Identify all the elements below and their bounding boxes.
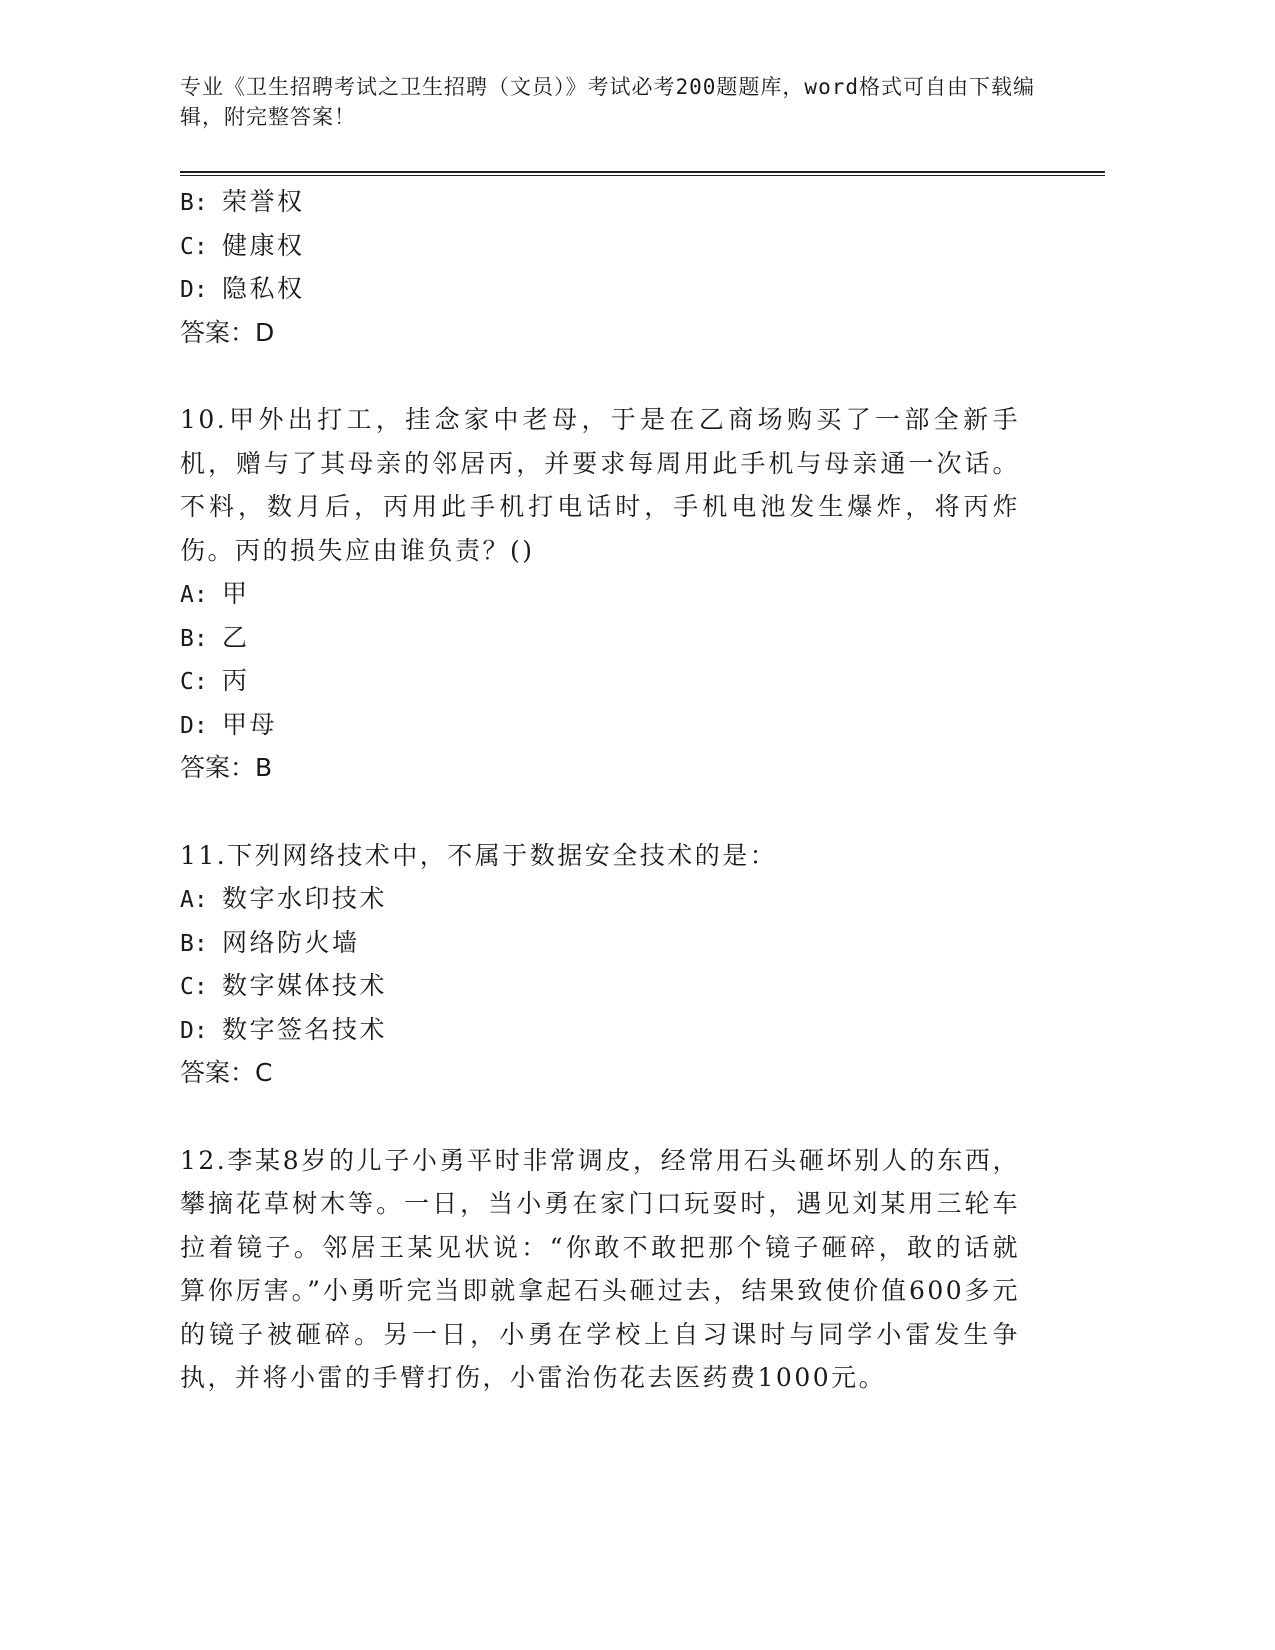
option-d: D: 甲母 — [180, 709, 278, 739]
answer: 答案：D — [180, 317, 275, 347]
option-c: C: 健康权 — [180, 230, 305, 260]
option-a: A: 甲 — [180, 579, 250, 608]
option-d: D: 数字签名技术 — [180, 1014, 388, 1044]
question-11 — [180, 834, 1020, 1095]
answer: 答案：C — [180, 1058, 273, 1087]
header-divider — [180, 171, 1105, 173]
option-d: D: 隐私权 — [180, 274, 305, 303]
option-b: B: 荣誉权 — [180, 187, 305, 216]
header-divider-thin — [180, 175, 1105, 176]
question-stem: 10.甲外出打工，挂念家中老母，于是在乙商场购买了一部全新手机，赠与了其母亲的邻居丙，并要求每周用此手机与母亲通一次话。不料，数月后，丙用此手机打电话时，手机电池发生爆炸，将丙炸伤。丙的损失应由谁负责？() — [180, 405, 1020, 565]
question-9-fragment — [180, 180, 1020, 354]
option-b: B: 乙 — [180, 622, 250, 652]
document-body — [180, 180, 1020, 1400]
option-c: C: 丙 — [180, 666, 250, 695]
option-a: A: 数字水印技术 — [180, 884, 388, 913]
document-header: 专业《卫生招聘考试之卫生招聘（文员）》考试必考200题题库，word格式可自由下载编辑，附完整答案！ — [180, 75, 1035, 129]
question-12 — [180, 1139, 1020, 1400]
question-stem: 12.李某8岁的儿子小勇平时非常调皮，经常用石头砸坏别人的东西，攀摘花草树木等。一日，当小勇在家门口玩耍时，遇见刘某用三轮车拉着镜子。邻居王某见状说：“你敢不敢把那个镜子砸碎，敢的话就算你厉害。”小勇听完当即就拿起石头砸过去，结果致使价值600多元的镜子被砸碎。另一日，小勇在学校上自习课时与同学小雷发生争执，并将小雷的手臂打伤，小雷治伤花去医药费1000元。 — [180, 1145, 1020, 1392]
option-b: B: 网络防火墙 — [180, 927, 360, 957]
option-c: C: 数字媒体技术 — [180, 971, 388, 1000]
question-10 — [180, 398, 1020, 790]
question-stem: 11.下列网络技术中，不属于数据安全技术的是： — [180, 840, 778, 870]
answer: 答案：B — [180, 753, 273, 782]
